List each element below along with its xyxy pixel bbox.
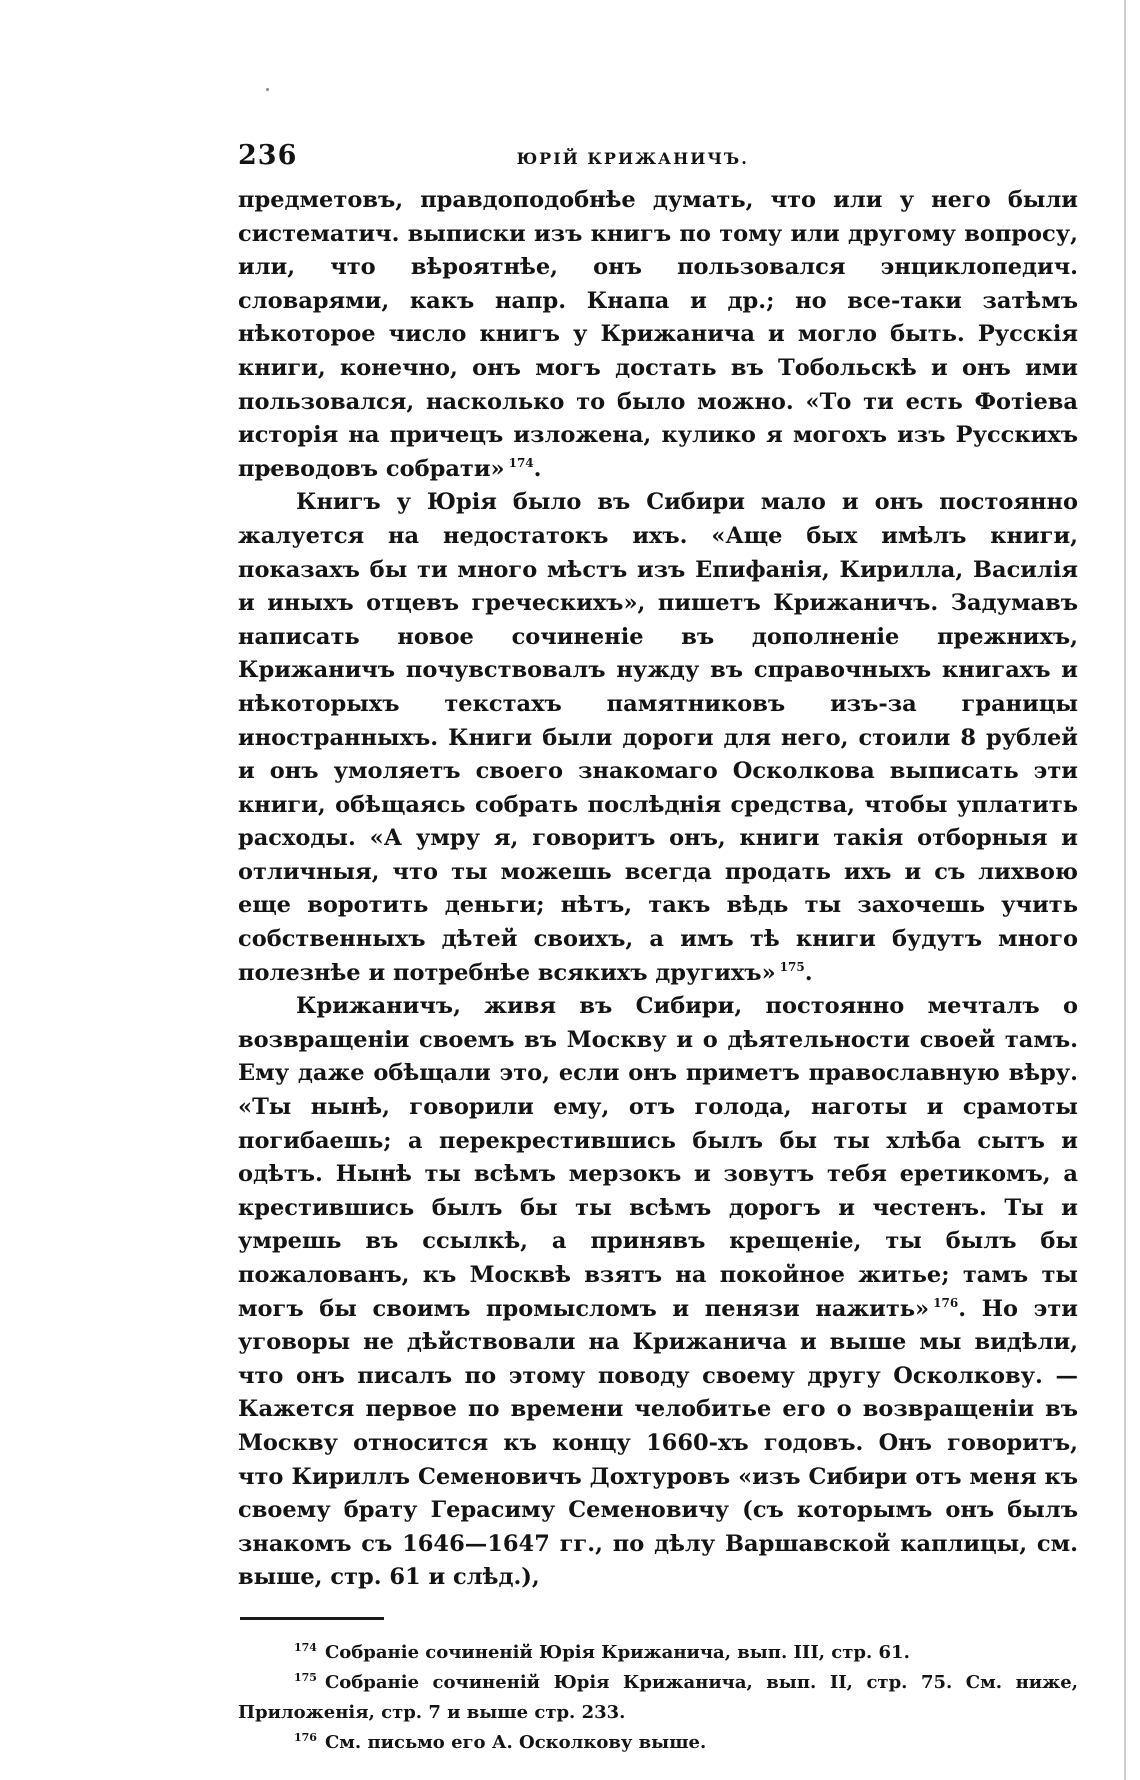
footnote-number: 174 — [294, 1640, 317, 1654]
footnote-number: 176 — [294, 1730, 317, 1744]
body-text — [238, 184, 1078, 1595]
paragraph-2: Книгъ у Юрія было въ Сибири мало и онъ постоянно жалуется на недостатокъ ихъ. «Аще бых имѣлъ книги, показахъ бы ти много мѣстъ изъ Епифанія, Кирилла, Василія и иныхъ отцевъ греческихъ», пишетъ Крижаничъ. Задумавъ написать новое сочиненіе въ дополненіе прежнихъ, Крижаничъ почувствовалъ нужду въ справочныхъ книгахъ и нѣкоторыхъ текстахъ памятниковъ изъ-за границы иностранныхъ. Книги были дороги для него, стоили 8 рублей и онъ умоляетъ своего знакомаго Осколкова выписать эти книги, обѣщаясь собрать послѣднія средства, чтобы уплатить расходы. «А умру я, говоритъ онъ, книги такія отборныя и отличныя, что ты можешь всегда продать ихъ и съ лихвою еще воротить деньги; нѣтъ, такъ вѣдь ты захочешь учить собственныхъ дѣтей своихъ, а имъ тѣ книги будутъ много полезнѣе и потребнѣе всякихъ другихъ» $^{175}$. — [238, 489, 1078, 986]
paragraph-text: Но эти уговоры не дѣйствовали на Крижанича и выше мы видѣли, что онъ писалъ по этому поводу своему другу Осколкову. — Кажется первое по времени челобитье его о возвращеніи въ Москву относится къ концу 1660-хъ годовъ. Онъ говоритъ, что Кириллъ Семеновичъ Дохтуровъ «изъ Сибири отъ меня къ своему брату Герасиму Семеновичу (съ которымъ онъ былъ знакомъ съ 1646—1647 гг., по дѣлу Варшавской каплицы, см. выше, стр. 61 и слѣд.), — [238, 1295, 1078, 1591]
paragraph-3: Крижаничъ, живя въ Сибири, постоянно мечталъ о возвращеніи своемъ въ Москву и о дѣятельности своей тамъ. Ему даже обѣщали это, если онъ приметъ православную вѣру. «Ты нынѣ, говорили ему, отъ голода, наготы и срамоты погибаешь; а перекрестившись былъ бы ты хлѣба сытъ и одѣтъ. Нынѣ ты всѣмъ мерзокъ и зовутъ тебя еретикомъ, а крестившись былъ бы ты всѣмъ дорогъ и честенъ. Ты и умрешь въ ссылкѣ, а принявъ крещеніе, ты былъ бы пожалованъ, къ Москвѣ взятъ на покойное житье; тамъ ты могъ бы своимъ промысломъ и пенязи нажить» $^{176}$. Но эти уговоры не дѣйствовали на Крижанича и выше мы видѣли, что онъ писалъ по этому поводу своему другу Осколкову. — Кажется первое по времени челобитье его о возвращеніи въ Москву относится къ концу 1660-хъ годовъ. Онъ говоритъ, что Кириллъ Семеновичъ Дохтуровъ «изъ Сибири отъ меня къ своему брату Герасиму Семеновичу (съ которымъ онъ былъ знакомъ съ 1646—1647 гг., по дѣлу Варшавской каплицы, см. выше, стр. 61 и слѣд.), — [238, 993, 1078, 1591]
footnote-ref-174[interactable]: 174 — [508, 456, 534, 471]
footnote-176 — [238, 1728, 1078, 1758]
footnotes — [238, 1638, 1078, 1758]
footnote-175 — [238, 1668, 1078, 1728]
running-title: ЮРІЙ КРИЖАНИЧЪ. — [516, 149, 749, 168]
book-page — [238, 140, 1078, 1758]
footnote-text: См. письмо его А. Осколкову выше. — [324, 1731, 707, 1753]
footnote-text: Собраніе сочиненій Юрія Крижанича, вып. II, стр. 75. См. ниже, Приложенія, стр. 7 и выше стр. 233. — [238, 1671, 1078, 1723]
footnote-text: Собраніе сочиненій Юрія Крижанича, вып. III, стр. 61. — [324, 1641, 910, 1663]
page-number: 236 — [238, 140, 298, 171]
scan-edge-line — [1124, 0, 1126, 1780]
scan-speck — [266, 88, 269, 91]
paragraph-text: Крижаничъ, живя въ Сибири, постоянно мечталъ о возвращеніи своемъ въ Москву и о дѣятельности своей тамъ. Ему даже обѣщали это, если онъ приметъ православную вѣру. «Ты нынѣ, говорили ему, отъ голода, наготы и срамоты погибаешь; а перекрестившись былъ бы ты хлѣба сытъ и одѣтъ. Нынѣ ты всѣмъ мерзокъ и зовутъ тебя еретикомъ, а крестившись былъ бы ты всѣмъ дорогъ и честенъ. Ты и умрешь въ ссылкѣ, а принявъ крещеніе, ты былъ бы пожалованъ, къ Москвѣ взятъ на покойное житье; тамъ ты могъ бы своимъ промысломъ и пенязи нажить» — [238, 993, 1078, 1322]
paragraph-text: предметовъ, правдоподобнѣе думать, что или у него были систематич. выписки изъ книгъ по тому или другому вопросу, или, что вѣроятнѣе, онъ пользовался энциклопедич. словарями, какъ напр. Кнапа и др.; но все-таки затѣмъ нѣкоторое число книгъ у Крижанича и могло быть. Русскія книги, конечно, онъ могъ достать въ Тобольскѣ и онъ ими пользовался, насколько то было можно. «То ти есть Фотіева исторія на причецъ изложена, кулико я могохъ изъ Русскихъ преводовъ собрати» — [238, 187, 1078, 482]
page-header — [238, 140, 1078, 184]
footnote-divider — [240, 1617, 384, 1620]
paragraph-text: Книгъ у Юрія было въ Сибири мало и онъ постоянно жалуется на недостатокъ ихъ. «Аще бых имѣлъ книги, показахъ бы ти много мѣстъ изъ Епифанія, Кирилла, Василія и иныхъ отцевъ греческихъ», пишетъ Крижаничъ. Задумавъ написать новое сочиненіе въ дополненіе прежнихъ, Крижаничъ почувствовалъ нужду въ справочныхъ книгахъ и нѣкоторыхъ текстахъ памятниковъ изъ-за границы иностранныхъ. Книги были дороги для него, стоили 8 рублей и онъ умоляетъ своего знакомаго Осколкова выписать эти книги, обѣщаясь собрать послѣднія средства, чтобы уплатить расходы. «А умру я, говоритъ онъ, книги такія отборныя и отличныя, что ты можешь всегда продать ихъ и съ лихвою еще воротить деньги; нѣтъ, такъ вѣдь ты захочешь учить собственныхъ дѣтей своихъ, а имъ тѣ книги будутъ много полезнѣе и потребнѣе всякихъ другихъ» — [238, 489, 1078, 986]
footnote-ref-176[interactable]: 176 — [933, 1296, 959, 1311]
footnote-ref-175[interactable]: 175 — [779, 960, 805, 975]
footnote-174 — [238, 1638, 1078, 1668]
footnote-number: 175 — [294, 1670, 317, 1684]
paragraph-1: предметовъ, правдоподобнѣе думать, что или у него были систематич. выписки изъ книгъ по тому или другому вопросу, или, что вѣроятнѣе, онъ пользовался энциклопедич. словарями, какъ напр. Кнапа и др.; но все-таки затѣмъ нѣкоторое число книгъ у Крижанича и могло быть. Русскія книги, конечно, онъ могъ достать въ Тобольскѣ и онъ ими пользовался, насколько то было можно. «То ти есть Фотіева исторія на причецъ изложена, кулико я могохъ изъ Русскихъ преводовъ собрати» $^{174}$. — [238, 187, 1078, 482]
